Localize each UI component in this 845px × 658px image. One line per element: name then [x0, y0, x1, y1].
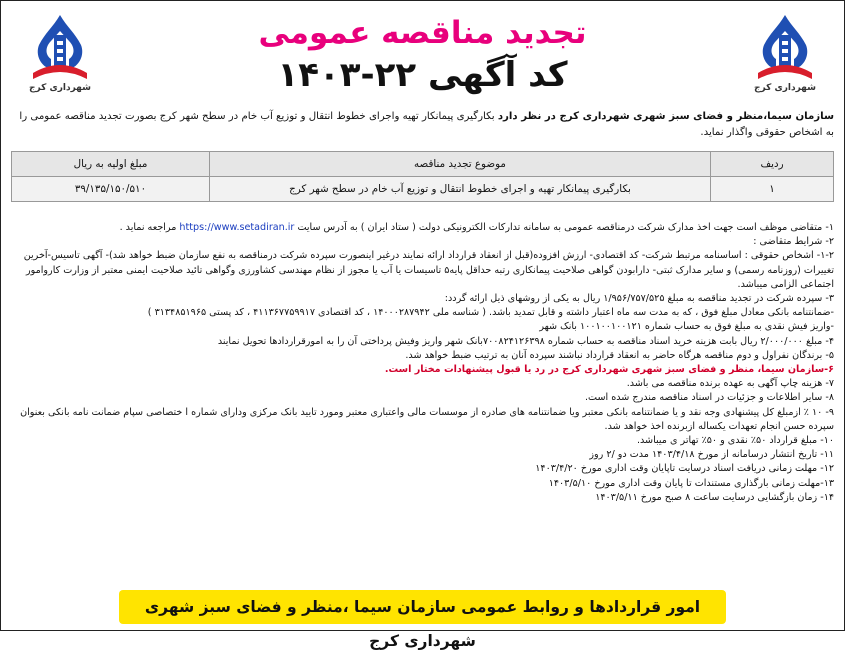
clause-4: ۴- مبلغ ۲/۰۰۰/۰۰۰ ریال بابت هزینه خرید اسناد مناقصه به حساب شماره ۷۰۰۸۲۴۱۲۶۳۹۸بانک شهر واریز وفیش پرداختی آن را به امورقراردادها تحویل نمایند: [217, 335, 834, 347]
clause-8: ۸- سایر اطلاعات و جزئیات در اسناد مناقصه مندرج شده است.: [585, 392, 834, 404]
header-subject: موضوع تجدید مناقصه: [210, 152, 711, 177]
clause-2: ۲- شرایط متقاضی :: [753, 236, 834, 248]
clause-1-end: مراجعه نماید .: [119, 222, 180, 233]
cell-amount: ۳۹/۱۳۵/۱۵۰/۵۱۰: [12, 177, 210, 202]
notice-title: تجدید مناقصه عمومی: [258, 15, 587, 51]
clause-12: ۱۲- مهلت زمانی دریافت اسناد درسایت تاپایان وقت اداری مورخ ۱۴۰۳/۴/۲۰: [535, 463, 834, 475]
clause-2-1: ۱-۲- اشخاص حقوقی : اساسنامه مرتبط شرکت- کد اقتصادی- ارزش افزوده(قبل از انعقاد قرارداد ارائه نمایند درغیر اینصورت سپرده شرکت درمناقصه به نفع سازمان ضبط خواهد شد)- آگهی تاسیس-آخرین تغییرات (روزنامه رسمی) و سایر مدارک ثبتی- دارابودن گواهی صلاحیت پیمانکاری رتبه حداقل پایه۵ تاسیسات یا آب یا مجوز از نظام مهندسی کشاورزی وگواهی تائید صلاحیت ایمنی معتبر از وزارت کاروامور اجتماعی الزامی میباشد.: [23, 250, 834, 290]
clause-14: ۱۴- زمان بازگشایی درسایت ساعت ۸ صبح مورخ ۱۴۰۳/۵/۱۱: [595, 491, 834, 503]
intro-text: بکارگیری پیمانکار تهیه واجرای خطوط انتقال و توزیع آب خام در سطح شهر کرج بصورت تجدید مناقصه عمومی را به اشخاص حقوقی واگذار نماید.: [19, 111, 834, 138]
logo-caption: شهرداری کرج: [29, 83, 91, 93]
clause-11: ۱۱- تاریخ انتشار درسامانه از مورخ ۱۴۰۳/۴/۱۸ مدت دو /۲ روز: [589, 449, 834, 461]
setadiran-link[interactable]: https://www.setadiran.ir: [179, 222, 295, 233]
clause-5: ۵- برندگان نفراول و دوم مناقصه هرگاه حاضر به انعقاد قرارداد نباشند سپرده آنان به ترتیب ضبط خواهد شد.: [405, 349, 834, 361]
clause-1: [11, 221, 834, 235]
conditions-list: [11, 221, 834, 505]
clause-13: ۱۳-مهلت زمانی بارگذاری مستندات تا پایان وقت اداری مورخ ۱۴۰۳/۵/۱۰: [548, 477, 834, 489]
cell-subject: بکارگیری پیمانکار تهیه و اجرای خطوط انتقال و توزیع آب خام در سطح شهر کرج: [210, 177, 711, 202]
clause-3-deposit: -واریز فیش نقدی به مبلغ فوق به حساب شماره ۱۰۰۱۰۰۱۰۰۱۲۱ بانک شهر: [539, 321, 834, 333]
notice-code: کد آگهی ۲۲-۱۴۰۳: [277, 55, 568, 95]
clause-10: ۱۰- مبلغ قرارداد ۵۰٪ نقدی و ۵۰٪ تهاتر ی میباشد.: [636, 435, 834, 447]
footer-banner: امور قراردادها و روابط عمومی سازمان سیما ،منظر و فضای سبز شهری شهرداری کرج: [119, 590, 726, 624]
clause-6: ۶-سازمان سیما، منظر و فضای سبز شهری شهرداری کرج در رد یا قبول پیشنهادات مختار است.: [384, 364, 834, 376]
table-header-row: [12, 152, 834, 177]
clause-3-guarantee: -ضمانتنامه بانکی معادل مبلغ فوق ، که به مدت سه ماه اعتبار داشته و قابل تمدید باشد. ( شناسه ملی ۱۴۰۰۰۲۸۷۹۴۲ ، کد اقتصادی ۴۱۱۳۶۷۷۵۹۹۱۷ ، کد پستی ۳۱۳۴۸۵۱۹۶۵ ): [147, 307, 834, 319]
clause-7: ۷- هزینه چاپ آگهی به عهده برنده مناقصه می باشد.: [626, 378, 834, 390]
header-index: ردیف: [711, 152, 834, 177]
clause-9: ۹- ۱۰ ٪ ازمبلغ کل پیشنهادی وجه نقد و یا ضمانتنامه بانکی معتبر ویا ضمانتنامه های صادره از موسسات مالی واعتباری معتبر ومورد تایید بانک مرکزی ودارای شماره ا ختصاصی سپام ضمانت نامه بانکی بعنوان سپرده حسن انجام تعهدات یکساله ازبرنده اخذ خواهد شد.: [20, 406, 834, 432]
table-row: [12, 177, 834, 202]
intro-organization: سازمان سیما،منظر و فضای سبز شهری شهرداری کرج در نظر دارد: [497, 111, 834, 122]
tender-table: [11, 151, 834, 202]
logo-caption: شهرداری کرج: [754, 83, 816, 93]
clause-1-text: ۱- متقاضی موظف است جهت اخذ مدارک شرکت درمناقصه عمومی به سامانه تدارکات الکترونیکی دولت ( ستاد ایران ) به آدرس سایت: [294, 222, 834, 233]
cell-index: ۱: [711, 177, 834, 202]
intro-paragraph: [11, 109, 834, 141]
clause-3: ۳- سپرده شرکت در تجدید مناقصه به مبلغ ۱/۹۵۶/۷۵۷/۵۲۵ ریال به یکی از روشهای ذیل ارائه گردد:: [444, 293, 834, 305]
header-amount: مبلغ اولیه به ریال: [12, 152, 210, 177]
